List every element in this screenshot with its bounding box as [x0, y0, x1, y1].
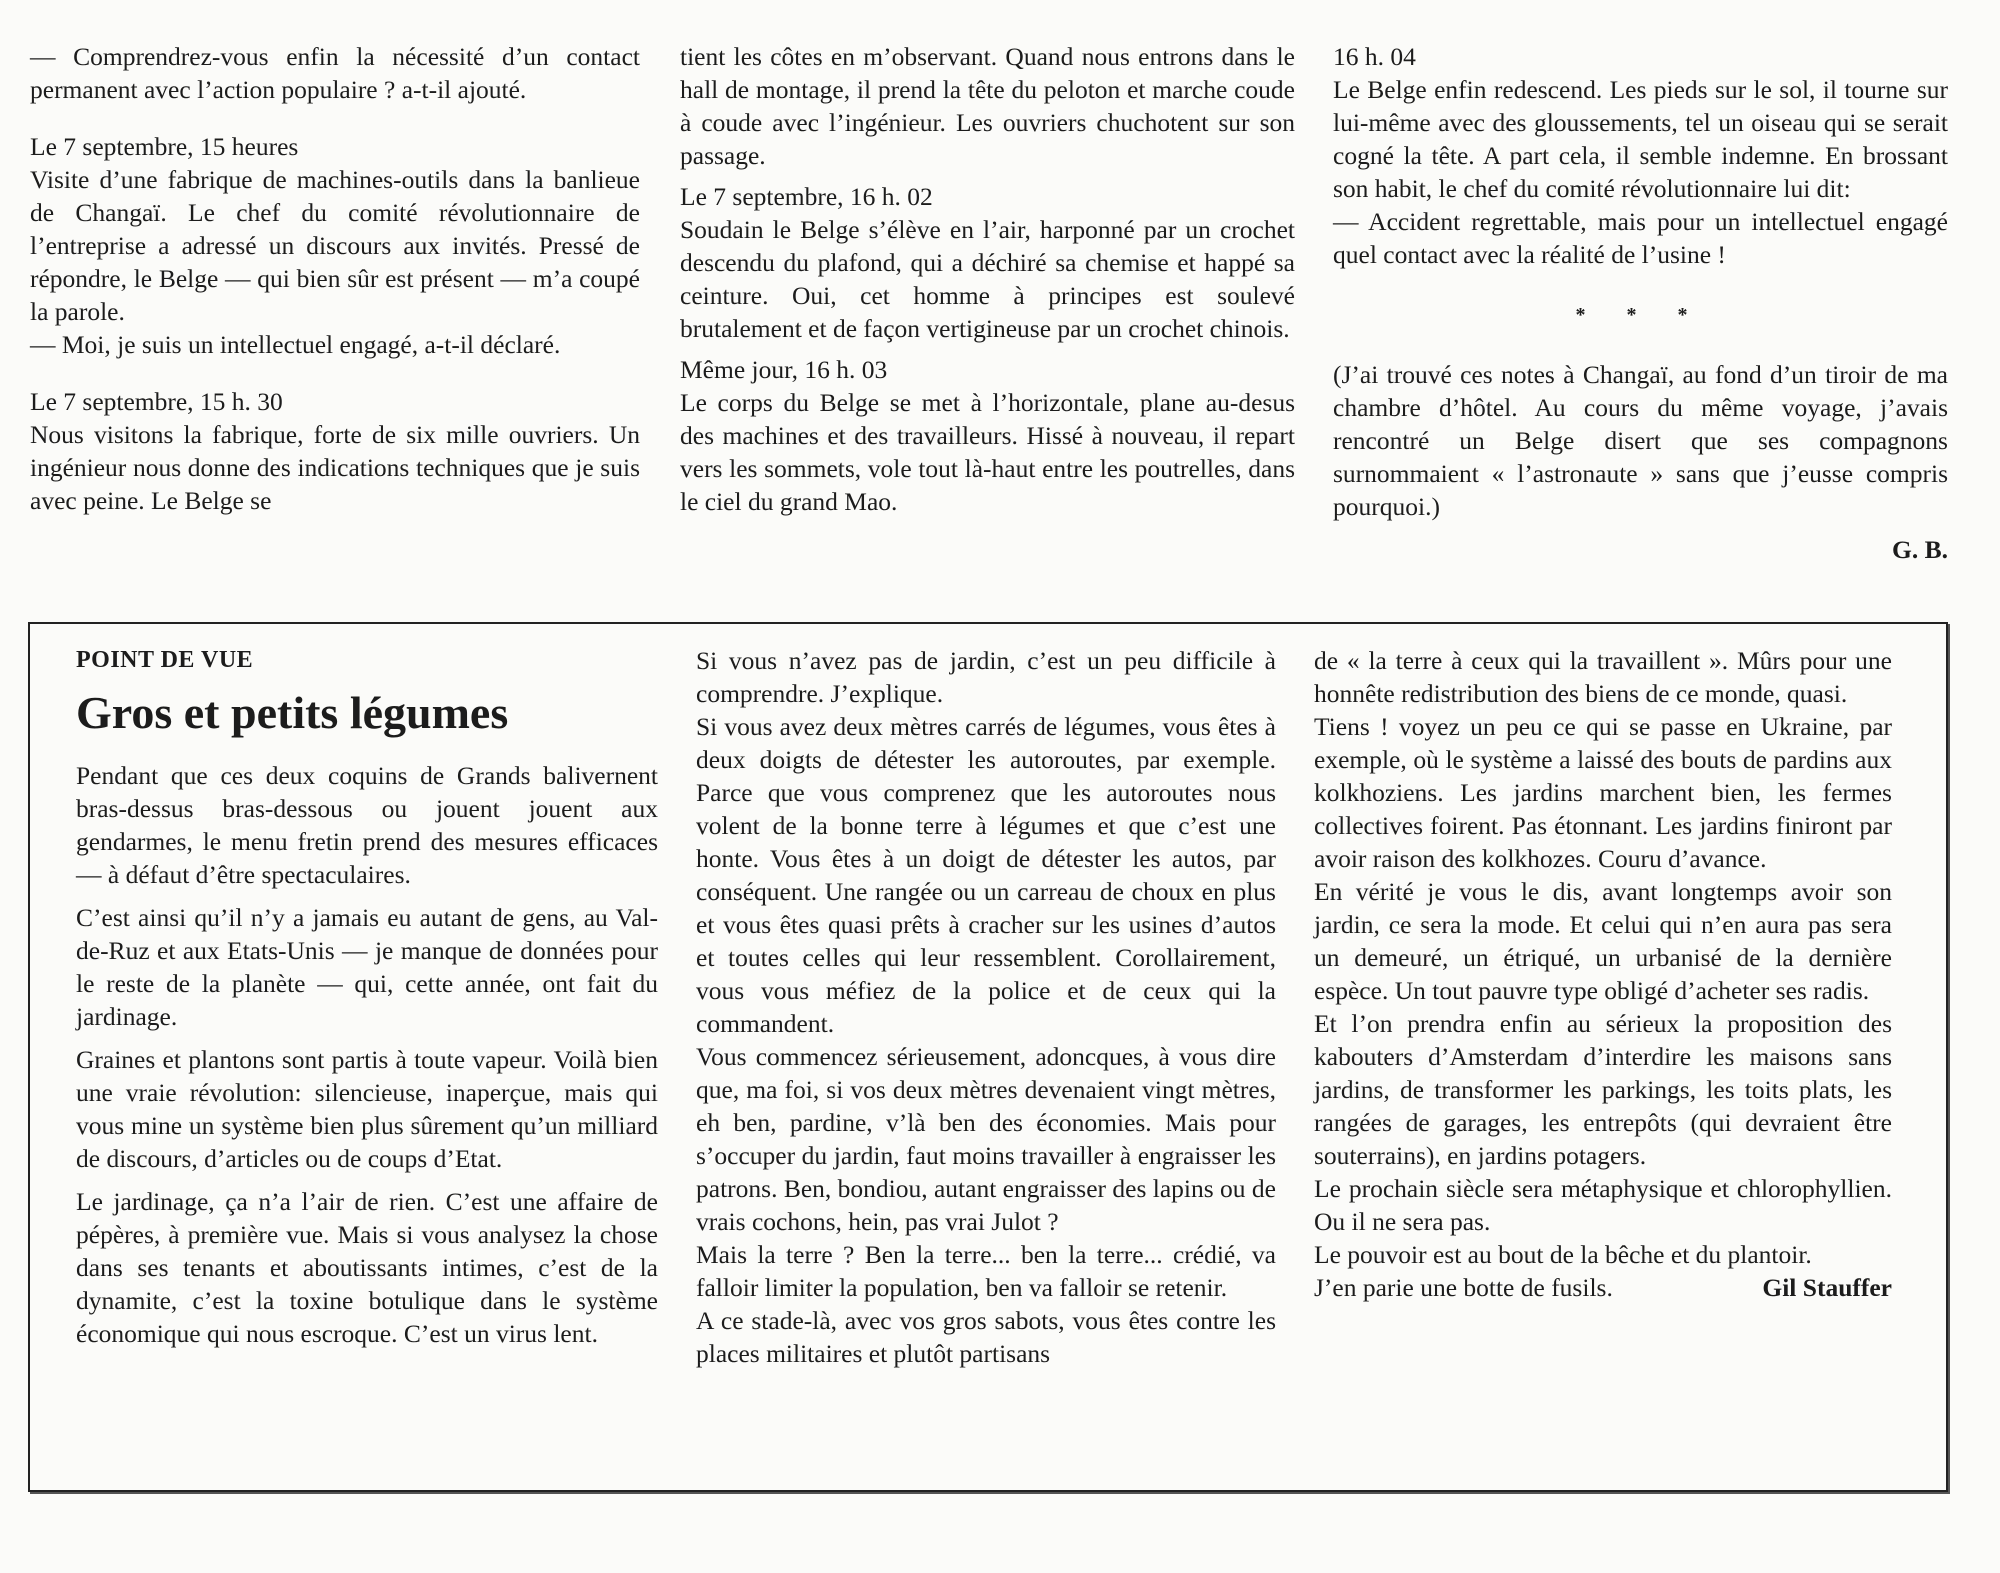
boxed-article-column-2 [696, 644, 1276, 1370]
paragraph: Tiens ! voyez un peu ce qui se passe en Ukraine, par exemple, où le système a laissé des bouts de pardins aux kolkhoziens. Les jardins marchent bien, les fermes collectives foirent. Pas étonnant. Les jardins finiront par avoir raison des kolkhozes. Couru d’avance. [1314, 712, 1892, 873]
paragraph: A ce stade-là, avec vos gros sabots, vous êtes contre les places militaires et plutôt partisans [696, 1306, 1276, 1368]
dateline: Le 7 septembre, 15 heures [30, 132, 299, 161]
section-separator: * * * [1575, 304, 1706, 326]
top-article-column-3 [1333, 40, 1948, 566]
dateline: 16 h. 04 [1333, 42, 1416, 71]
top-article-column-1 [30, 40, 640, 517]
paragraph: Le corps du Belge se met à l’horizontale, plane au-desus des machines et des travailleurs. Hissé à nouveau, il repart vers les sommets, vole tout là-haut entre les poutrelles, dans le ciel du grand Mao. [680, 388, 1295, 516]
paragraph: Si vous n’avez pas de jardin, c’est un peu difficile à comprendre. J’explique. [696, 646, 1276, 708]
boxed-article-column-3 [1314, 644, 1892, 1304]
paragraph: Graines et plantons sont partis à toute vapeur. Voilà bien une vraie révolution: silencieuse, inaperçue, mais qui vous mine un système bien plus sûrement qu’un milliard de discours, d’articles ou de coups d’Etat. [76, 1045, 658, 1173]
closing-line [1314, 1271, 1892, 1304]
paragraph: En vérité je vous le dis, avant longtemps avoir son jardin, ce sera la mode. Et celui qui n’en aura pas sera un demeuré, un étriqué, un urbanisé de la dernière espèce. Un tout pauvre type obligé d’acheter ses radis. [1314, 877, 1892, 1005]
author-signature: Gil Stauffer [1762, 1273, 1892, 1302]
paragraph: de « la terre à ceux qui la travaillent ». Mûrs pour une honnête redistribution des biens de ce monde, quasi. [1314, 646, 1892, 708]
paragraph: Et l’on prendra enfin au sérieux la proposition des kabouters d’Amsterdam d’interdire les maisons sans jardins, de transformer les parkings, les toits plats, les rangées de garages, les entrepôts (qui devraient être souterrains), en jardins potagers. [1314, 1009, 1892, 1170]
paragraph: Nous visitons la fabrique, forte de six mille ouvriers. Un ingénieur nous donne des indications techniques que je suis avec peine. Le Belge se [30, 420, 640, 515]
dateline: Le 7 septembre, 16 h. 02 [680, 182, 933, 211]
paragraph: (J’ai trouvé ces notes à Changaï, au fond d’un tiroir de ma chambre d’hôtel. Au cours du même voyage, j’avais rencontré un Belge disert que ses compagnons surnommaient « l’astronaute » sans que j’eusse compris pourquoi.) [1333, 360, 1948, 521]
paragraph: Soudain le Belge s’élève en l’air, harponné par un crochet descendu du plafond, qui a déchiré sa chemise et happé sa ceinture. Oui, cet homme à principes est soulevé brutalement et de façon vertigineuse par un crochet chinois. [680, 215, 1295, 343]
paragraph: Le pouvoir est au bout de la bêche et du plantoir. [1314, 1240, 1812, 1269]
author-initials: G. B. [1892, 535, 1948, 564]
paragraph: Le Belge enfin redescend. Les pieds sur le sol, il tourne sur lui-même avec des gloussements, tel un oiseau qui se serait cogné la tête. A part cela, il semble indemne. En brossant son habit, le chef du comité révolutionnaire lui dit: [1333, 75, 1948, 203]
paragraph: Le prochain siècle sera métaphysique et chlorophyllien. Ou il ne sera pas. [1314, 1174, 1892, 1236]
paragraph: Pendant que ces deux coquins de Grands balivernent bras-dessus bras-dessous ou jouent jouent aux gendarmes, le menu fretin prend des mesures efficaces — à défaut d’être spectaculaires. [76, 761, 658, 889]
closing-text: J’en parie une botte de fusils. [1314, 1273, 1613, 1302]
top-article-column-2 [680, 40, 1295, 518]
paragraph: Visite d’une fabrique de machines-outils dans la banlieue de Changaï. Le chef du comité révolutionnaire de l’entreprise a adressé un discours aux invités. Pressé de répondre, le Belge — qui bien sûr est présent — m’a coupé la parole. [30, 165, 640, 326]
dateline: Le 7 septembre, 15 h. 30 [30, 387, 283, 416]
paragraph: Vous commencez sérieusement, adoncques, à vous dire que, ma foi, si vos deux mètres devenaient vingt mètres, eh ben, pardine, v’là ben des économies. Mais pour s’occuper du jardin, faut moins travailler à engraisser les patrons. Ben, bondiou, autant engraisser des lapins ou de vrais cochons, hein, pas vrai Julot ? [696, 1042, 1277, 1236]
paragraph: tient les côtes en m’observant. Quand nous entrons dans le hall de montage, il prend la tête du peloton et marche coude à coude avec l’ingénieur. Les ouvriers chuchotent sur son passage. [680, 42, 1295, 170]
boxed-article-column-1 [76, 644, 658, 1360]
paragraph: — Accident regrettable, mais pour un intellectuel engagé quel contact avec la réalité de l’usine ! [1333, 207, 1948, 269]
paragraph: — Comprendrez-vous enfin la nécessité d’un contact permanent avec l’action populaire ? a-t-il ajouté. [30, 42, 640, 104]
paragraph: C’est ainsi qu’il n’y a jamais eu autant de gens, au Val-de-Ruz et aux Etats-Unis — je manque de données pour le reste de la planète — qui, cette année, ont fait du jardinage. [76, 903, 658, 1031]
kicker: POINT DE VUE [76, 647, 254, 673]
paragraph: Le jardinage, ça n’a l’air de rien. C’est une affaire de pépères, à première vue. Mais si vous analysez la chose dans ses tenants et aboutissants intimes, c’est de la dynamite, c’est la toxine botulique dans le système économique qui nous escroque. C’est un virus lent. [76, 1187, 658, 1348]
paragraph: Mais la terre ? Ben la terre... ben la terre... crédié, va falloir limiter la population, ben va falloir se retenir. [696, 1240, 1276, 1302]
headline: Gros et petits légumes [76, 687, 509, 738]
dateline: Même jour, 16 h. 03 [680, 355, 888, 384]
paragraph: — Moi, je suis un intellectuel engagé, a-t-il déclaré. [30, 330, 561, 359]
paragraph: Si vous avez deux mètres carrés de légumes, vous êtes à deux doigts de détester les autoroutes, par exemple. Parce que vous comprenez que les autoroutes nous volent de la bonne terre à légumes et que c’est une honte. Vous êtes à un doigt de détester les autos, par conséquent. Une rangée ou un carreau de choux en plus et vous êtes quasi prêts à cracher sur les usines d’autos et toutes celles qui leur ressemblent. Corollairement, vous vous méfiez de la police et de ceux qui la commandent. [696, 712, 1276, 1038]
